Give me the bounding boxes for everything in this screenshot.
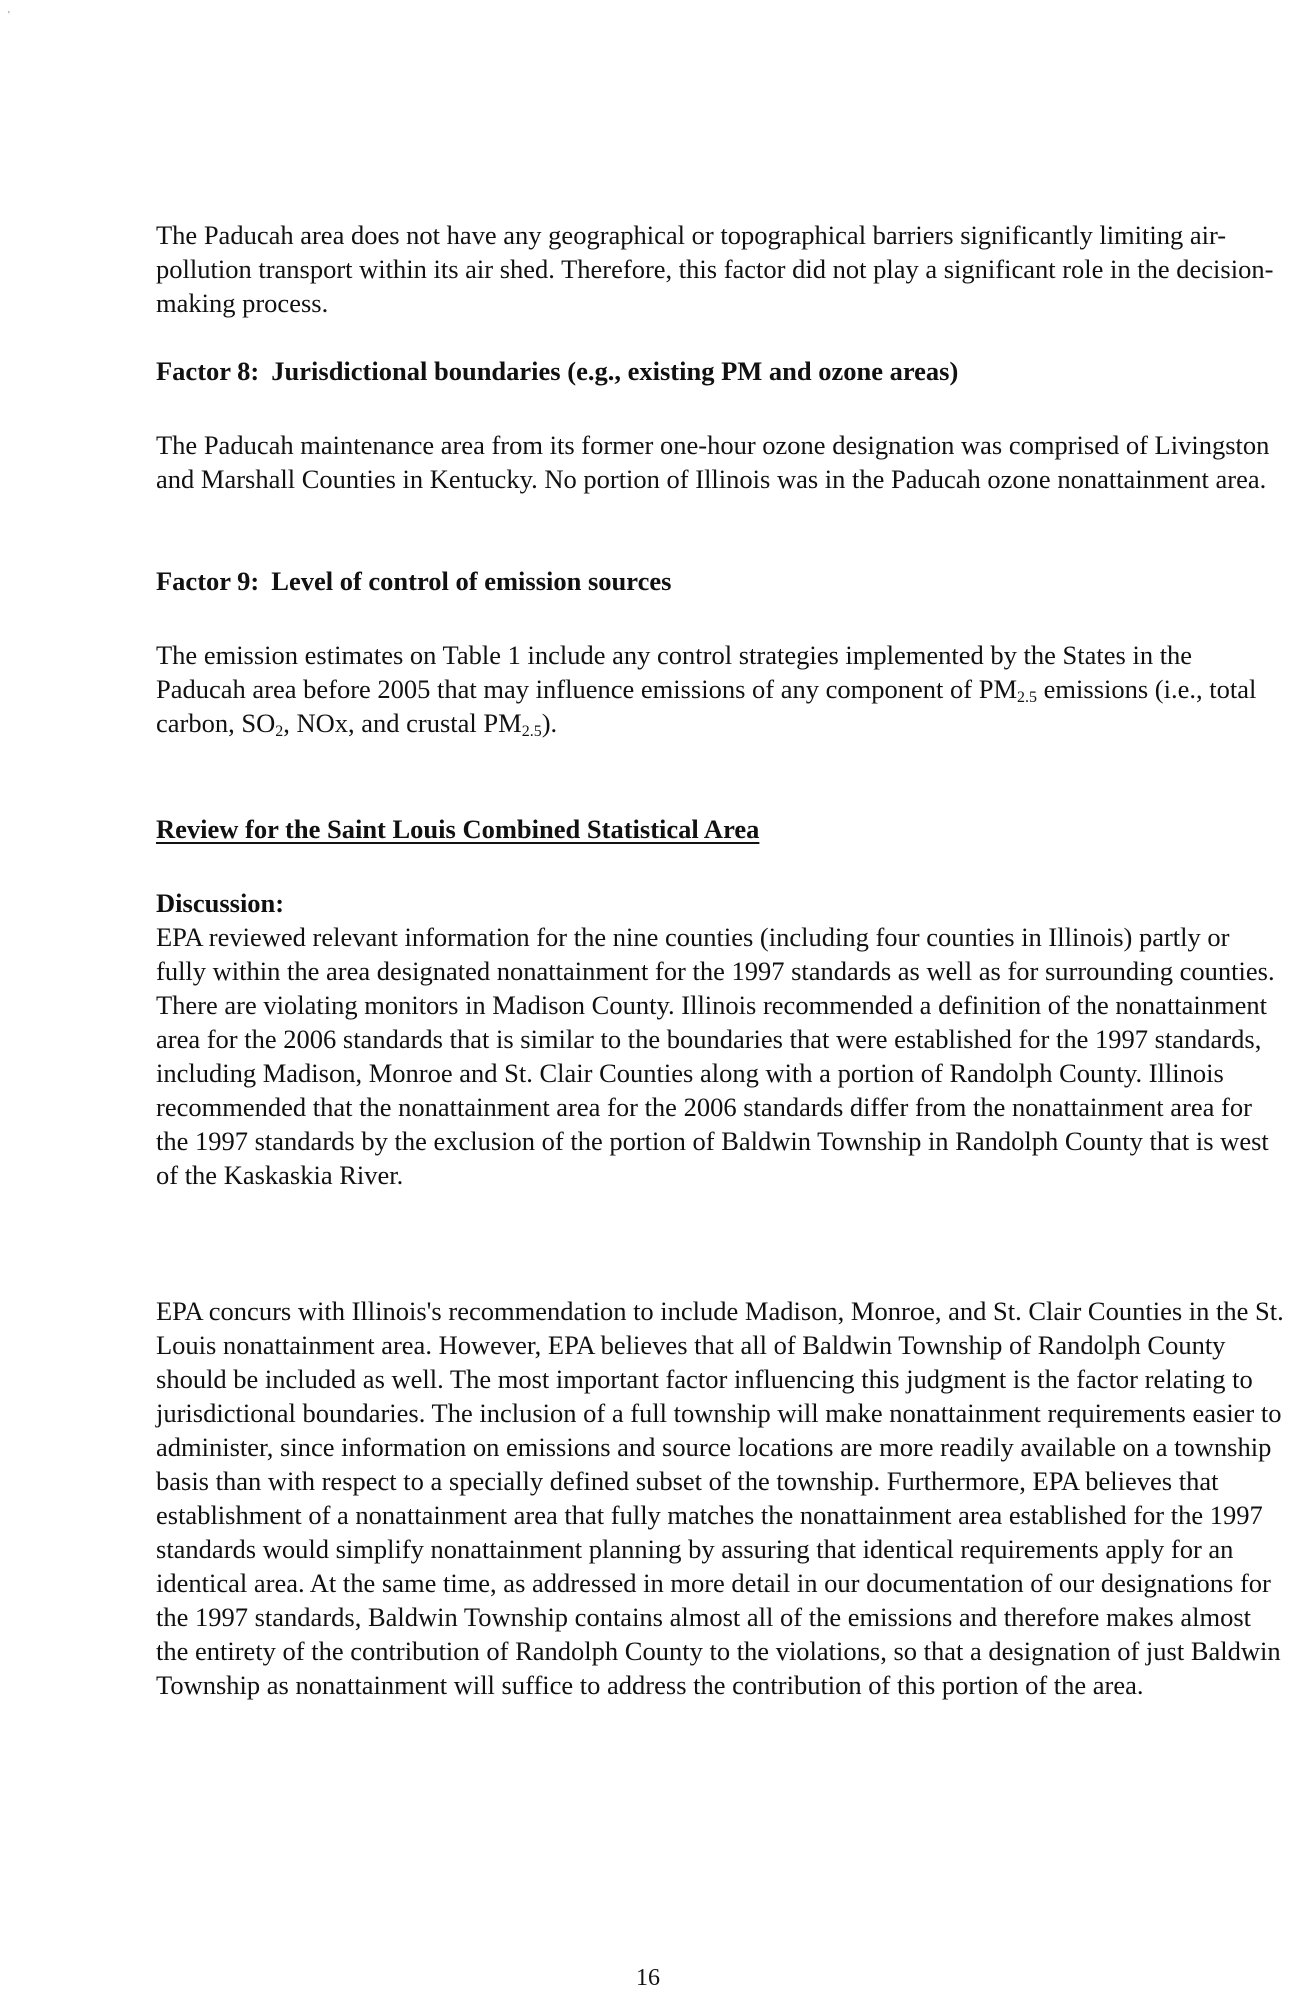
- scan-mark: ': [8, 10, 10, 21]
- section-title-saint-louis: Review for the Saint Louis Combined Statistical Area: [156, 814, 760, 844]
- heading-factor-9: [156, 564, 1286, 598]
- factor-9-title: Level of control of emission sources: [271, 566, 672, 596]
- paragraph-epa-concurs: EPA concurs with Illinois's recommendation to include Madison, Monroe, and St. Clair Counties in the St. Louis nonattainment area. However, EPA believes that all of Baldwin Township of Randolph County should be included as well. The most important factor influencing this judgment is the factor relating to jurisdictional boundaries. The inclusion of a full township will make nonattainment requirements easier to administer, since information on emissions and source locations are more readily available on a township basis than with respect to a specially defined subset of the township. Furthermore, EPA believes that establishment of a nonattainment area that fully matches the nonattainment area established for the 1997 standards would simplify nonattainment planning by assuring that identical requirements apply for an identical area. At the same time, as addressed in more detail in our documentation of our designations for the 1997 standards, Baldwin Township contains almost all of the emissions and therefore makes almost the entirety of the contribution of Randolph County to the violations, so that a designation of just Baldwin Township as nonattainment will suffice to address the contribution of this portion of the area.: [156, 1296, 1284, 1700]
- heading-factor-8: [156, 354, 1286, 388]
- paragraph-emission-estimates: The emission estimates on Table 1 include any control strategies implemented by the States in the Paducah area before 2005 that may influence emissions of any component of $PM_{2.5}$ emissions (i.e., total carbon, $SO_2$, NOx, and crustal $PM_{2.5}$).: [156, 640, 1257, 740]
- paragraph-paducah-maintenance: The Paducah maintenance area from its former one-hour ozone designation was comprised of Livingston and Marshall Counties in Kentucky. No portion of Illinois was in the Paducah ozone nonattainment area.: [156, 430, 1270, 494]
- page-number: 16: [636, 1965, 660, 1991]
- factor-9-label: Factor 9:: [156, 566, 260, 596]
- paragraph-epa-review: EPA reviewed relevant information for the nine counties (including four counties in Illinois) partly or fully within the area designated nonattainment for the 1997 standards as well as for surrounding counties. There are violating monitors in Madison County. Illinois recommended a definition of the nonattainment area for the 2006 standards that is similar to the boundaries that were established for the 1997 standards, including Madison, Monroe and St. Clair Counties along with a portion of Randolph County. Illinois recommended that the nonattainment area for the 2006 standards differ from the nonattainment area for the 1997 standards by the exclusion of the portion of Baldwin Township in Randolph County that is west of the Kaskaskia River.: [156, 922, 1275, 1190]
- factor-8-title: Jurisdictional boundaries (e.g., existing PM and ozone areas): [271, 356, 959, 386]
- discussion-label: Discussion:: [156, 888, 285, 918]
- factor-8-label: Factor 8:: [156, 356, 260, 386]
- paragraph-paducah-barriers: The Paducah area does not have any geographical or topographical barriers significantly limiting air-pollution transport within its air shed. Therefore, this factor did not play a significant role in the decision-making process.: [156, 220, 1274, 318]
